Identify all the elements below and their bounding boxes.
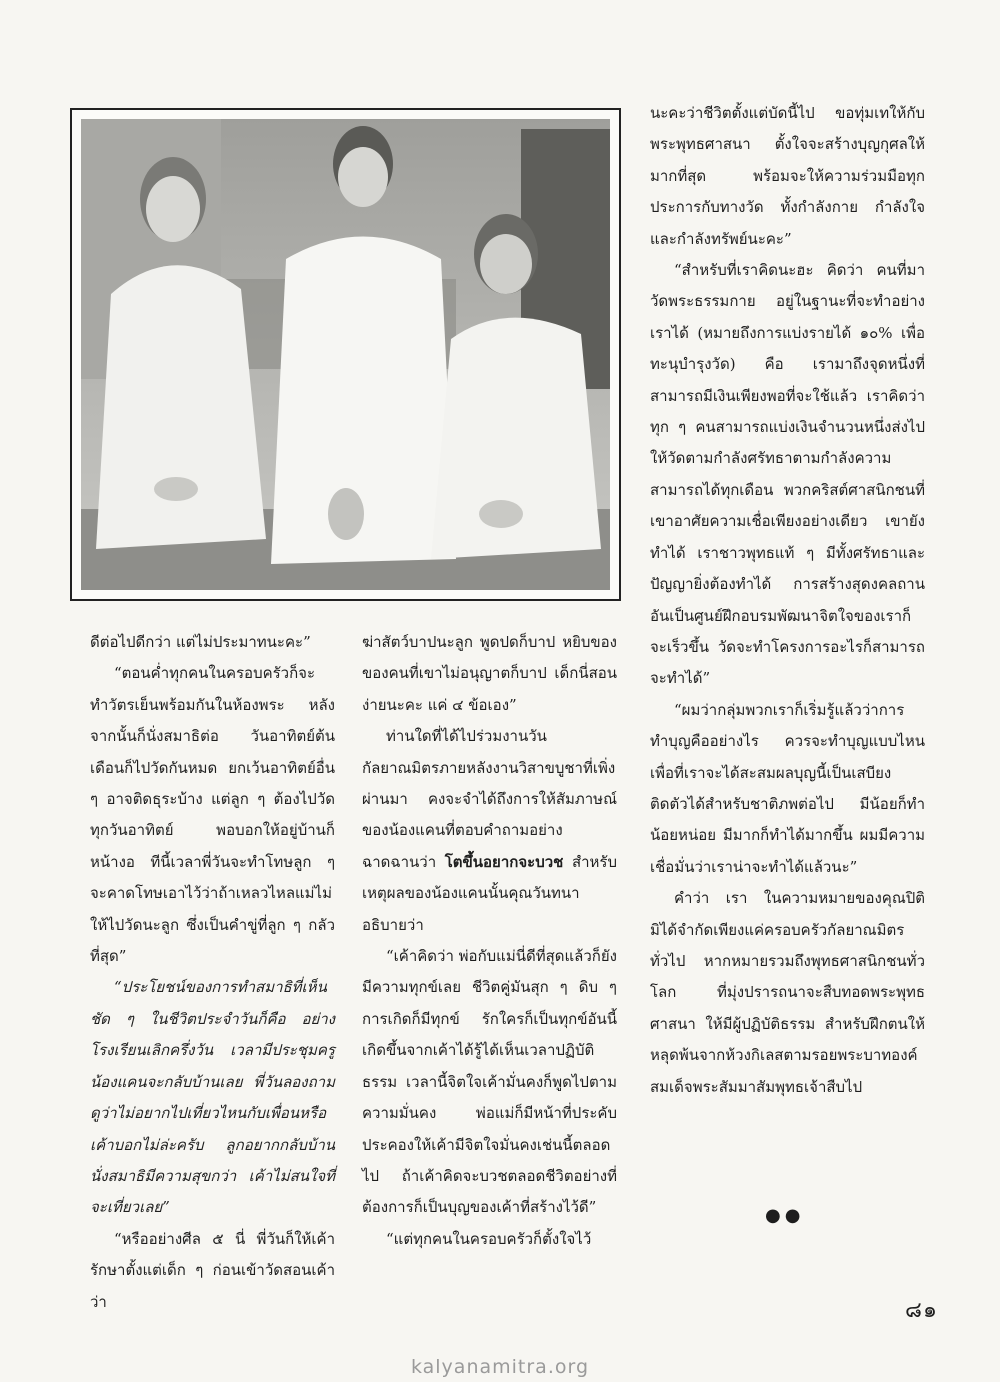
paragraph: “สำหรับที่เราคิดนะฮะ คิดว่า คนที่มาวัดพระธรรมกาย อยู่ในฐานะที่จะทำอย่างเราได้ (หมายถึงการแบ่งรายได้ ๑๐% เพื่อทะนุบำรุงวัด) คือ เรามาถึงจุดหนึ่งที่สามารถมีเงินเพียงพอที่จะใช้แล้ว เราคิดว่าทุก ๆ คนสามารถแบ่งเงินจำนวนหนึ่งส่งไปให้วัดตามกำลังศรัทธาตามกำลังความสามารถได้ทุกเดือน พวกคริสต์ศาสนิกชนที่เขาอาศัยความเชื่อเพียงอย่างเดียว เขายังทำได้ เราชาวพุทธแท้ ๆ มีทั้งศรัทธาและปัญญายิ่งต้องทำได้ การสร้างสุดงคลถานอันเป็นศูนย์ฝึกอบรมพัฒนาจิตใจของเราก็จะเร็วขึ้น วัดจะทำโครงการอะไรก็สามารถจะทำได้” <box>650 261 925 688</box>
article-column-left <box>90 627 335 1318</box>
article-column-middle <box>362 627 617 1255</box>
paragraph: “เค้าคิดว่า พ่อกับแม่นี่ดีที่สุดแล้วก็ยังมีความทุกข์เลย ชีวิตคู่มันสุก ๆ ดิบ ๆ การเกิดก็มีทุกข์ รักใครก็เป็นทุกข์อันนี้เกิดขึ้นจากเค้าได้รู้ได้เห็นเวลาปฏิบัติธรรม เวลานี้จิตใจเค้ามั่นคงก็พูดไปตามความมั่นคง พ่อแม่ก็มีหน้าที่ประคับประคองให้เค้ามีจิตใจมั่นคงเช่นนี้ตลอดไป ถ้าเค้าคิดจะบวชตลอดชีวิตอย่างที่ต้องการก็เป็นบุญของเค้าที่สร้างไว้ดี” <box>362 947 617 1217</box>
paragraph: “ผมว่ากลุ่มพวกเราก็เริ่มรู้แล้วว่าการทำบุญคืออย่างไร ควรจะทำบุญแบบไหน เพื่อที่เราจะได้สะสมผลบุญนี้เป็นเสบียงติดตัวได้สำหรับชาติภพต่อไป มีน้อยก็ทำน้อยหน่อย มีมากก็ทำได้มากขึ้น ผมมีความเชื่อมั่นว่าเราน่าจะทำได้แล้วนะ” <box>650 700 925 876</box>
paragraph: “ตอนค่ำทุกคนในครอบครัวก็จะทำวัตรเย็นพร้อมกันในห้องพระ หลังจากนั้นก็นั่งสมาธิต่อ วันอาทิตย์ต้นเดือนก็ไปวัดกันหมด ยกเว้นอาทิตย์อื่น ๆ อาจติดธุระบ้าง แต่ลูก ๆ ต้องไปวัดทุกวันอาทิตย์ พอบอกให้อยู่บ้านก็หน้างอ ทีนี้เวลาพี่วันจะทำโทษลูก ๆ จะคาดโทษเอาไว้ว่าถ้าเหลวไหลแม่ไม่ให้ไปวัดนะลูก ซึ่งเป็นคำขู่ที่ลูก ๆ กลัวที่สุด” <box>90 664 335 966</box>
paragraph-text-after: สำหรับเหตุผลของน้องแคนนั้นคุณวันทนาอธิบายว่า <box>362 852 617 934</box>
article-column-right <box>650 98 925 1103</box>
paragraph: “แต่ทุกคนในครอบครัวก็ตั้งใจไว้ <box>386 1229 592 1248</box>
paragraph: คำว่า เรา ในความหมายของคุณปิติ มิได้จำกัดเพียงแค่ครอบครัวกัลยาณมิตรทั่วไป หากหมายรวมถึงพุทธศาสนิกชนทั่วโลก ที่มุ่งปรารถนาจะสืบทอดพระพุทธศาสนา ให้มีผู้ปฏิบัติธรรม สำหรับฝึกตนให้หลุดพ้นจากห้วงกิเลสตามรอยพระบาทองค์สมเด็จพระสัมมาสัมพุทธเจ้าสืบไป <box>650 889 925 1096</box>
paragraph: นะคะว่าชีวิตตั้งแต่บัดนี้ไป ขอทุ่มเทให้กับพระพุทธศาสนา ตั้งใจจะสร้างบุญกุศลให้มากที่สุด พร้อมจะให้ความร่วมมือทุกประการกับทางวัด ทั้งกำลังกาย กำลังใจ และกำลังทรัพย์นะคะ” <box>650 104 925 248</box>
photo-frame <box>70 108 621 601</box>
end-of-article-mark: ●● <box>765 1205 805 1226</box>
family-photo-illustration <box>81 119 610 590</box>
paragraph-with-emphasis <box>362 721 617 941</box>
site-watermark: kalyanamitra.org <box>410 1356 590 1378</box>
paragraph-text: ท่านใดที่ได้ไปร่วมงานวันกัลยาณมิตรภายหลังงานวิสาขบูชาที่เพิ่งผ่านมา คงจะจำได้ถึงการให้สัมภาษณ์ของน้องแคนที่ตอบคำถามอย่างฉาดฉานว่า <box>362 727 617 871</box>
paragraph: ฆ่าสัตว์บาปนะลูก พูดปดก็บาป หยิบของของคนที่เขาไม่อนุญาตก็บาป เด็กนี่สอนง่ายนะคะ แค่ ๔ ข้อเอง” <box>362 633 617 714</box>
paragraph: “หรืออย่างศีล ๕ นี่ พี่วันก็ให้เค้ารักษาตั้งแต่เด็ก ๆ ก่อนเข้าวัดสอนเค้าว่า <box>90 1229 335 1311</box>
paragraph-italic-quote: “ประโยชน์ของการทำสมาธิที่เห็นชัด ๆ ในชีวิตประจำวันก็คือ อย่างโรงเรียนเลิกครึ่งวัน เวลามีประชุมครู น้องแคนจะกลับบ้านเลย พี่วันลองถามดูว่าไม่อยากไปเที่ยวไหนกับเพื่อนหรือ เค้าบอกไม่ล่ะครับ ลูกอยากกลับบ้านนั่งสมาธิมีความสุขกว่า เค้าไม่สนใจที่จะเที่ยวเลย” <box>90 978 335 1217</box>
page-number: ๘๑ <box>905 1298 938 1323</box>
emphasis-text: โตขึ้นอยากจะบวช <box>444 852 564 871</box>
paragraph: ดีต่อไปดีกว่า แต่ไม่ประมาทนะคะ” <box>90 633 311 651</box>
family-photo <box>81 119 610 590</box>
